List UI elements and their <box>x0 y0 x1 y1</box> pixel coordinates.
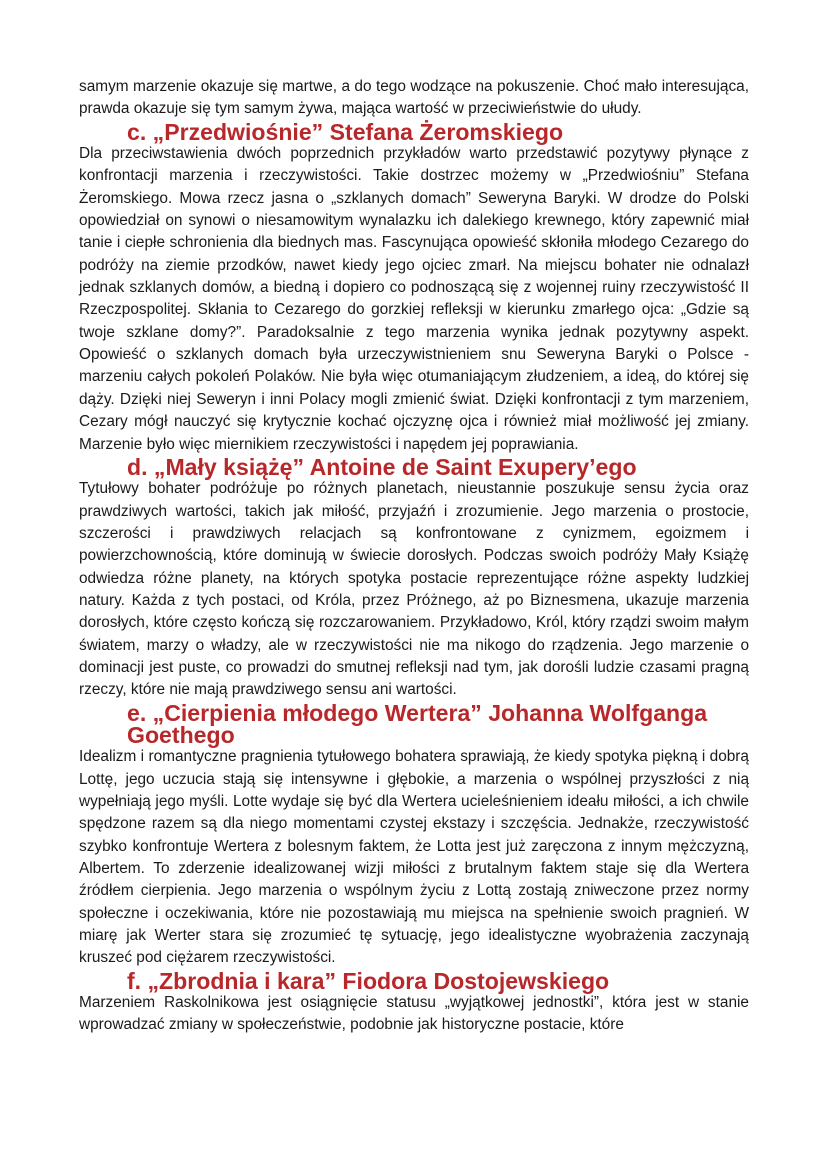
section-heading-przedwiosnie: c. „Przedwiośnie” Stefana Żeromskiego <box>127 118 564 145</box>
section-heading-maly-ksiaze: d. „Mały książę” Antoine de Saint Exupery’ego <box>127 453 637 480</box>
section-heading-zbrodnia-i-kara: f. „Zbrodnia i kara” Fiodora Dostojewskiego <box>127 967 610 994</box>
section-paragraph-maly-ksiaze: Tytułowy bohater podróżuje po różnych planetach, nieustannie poszukuje sensu życia oraz prawdziwych wartości, takich jak miłość, przyjaźń i zrozumienie. Jego marzenia o prostocie, szczerości i prawdziwych relacjach są konfrontowane z cynizmem, egoizmem i powierzchownością, które dominują w świecie dorosłych. Podczas swoich podróży Mały Książę odwiedza różne planety, na których spotyka postacie reprezentujące różne aspekty ludzkiej natury. Każda z tych postaci, od Króla, przez Próżnego, aż po Biznesmena, ukazuje marzenia dorosłych, które często kończą się rozczarowaniem. Przykładowo, Król, który rządzi swoim małym światem, marzy o władzy, ale w rzeczywistości nie ma nikogo do rządzenia. Jego marzenie o dominacji jest puste, co prowadzi do smutnej refleksji nad tym, jak dorośli ludzie czasami pragną rzeczy, które nie mają prawdziwego sensu ani wartości. <box>79 480 749 699</box>
intro-paragraph: samym marzenie okazuje się martwe, a do tego wodzące na pokuszenie. Choć mało interesująca, prawda okazuje się tym samym żywa, mająca wartość w przeciwieństwie do ułudy. <box>79 78 749 118</box>
section-paragraph-przedwiosnie: Dla przeciwstawienia dwóch poprzednich przykładów warto przedstawić pozytywy płynące z konfrontacji marzenia i rzeczywistości. Takie dostrzec możemy w „Przedwiośniu” Stefana Żeromskiego. Mowa rzecz jasna o „szklanych domach” Seweryna Baryki. W drodze do Polski opowiedział on synowi o niesamowitym wynalazku ich dalekiego krewnego, który zapewnić miał tanie i ciepłe schronienia dla biednych mas. Fascynująca opowieść skłoniła młodego Cezarego do podróży na ziemie przodków, nawet kiedy jego ojciec zmarł. Na miejscu bohater nie odnalazł jednak szklanych domów, a biedną i dopiero co podnoszącą się z wojennej ruiny rzeczywistość II Rzeczpospolitej. Skłania to Cezarego do gorzkiej refleksji w kierunku zmarłego ojca: „Gdzie są twoje szklane domy?”. Paradoksalnie z tego marzenia wynika jednak pozytywny aspekt. Opowieść o szklanych domach była urzeczywistnieniem snu Seweryna Baryki o Polsce - marzeniu całych pokoleń Polaków. Nie była więc otumaniającym złudzeniem, a ideą, do której się dąży. Dzięki niej Seweryn i inni Polacy mogli zmienić świat. Dzięki konfrontacji z tym marzeniem, Cezary mógł nauczyć się krytycznie kochać ojczyznę ojca i również miał możliwość jej zmiany. Marzenie było więc miernikiem rzeczywistości i napędem jej poprawiania. <box>79 145 749 453</box>
section-paragraph-werter: Idealizm i romantyczne pragnienia tytułowego bohatera sprawiają, że kiedy spotyka piękną i dobrą Lottę, jego uczucia stają się intensywne i głębokie, a marzenia o wspólnej przyszłości z nią wypełniają jego myśli. Lotte wydaje się być dla Wertera ucieleśnieniem ideału miłości, a ich chwile spędzone razem są dla niego momentami czystej ekstazy i szczęścia. Jednakże, rzeczywistość szybko konfrontuje Wertera z bolesnym faktem, że Lotta jest już zaręczona z innym mężczyzną, Albertem. To zderzenie idealizowanej wizji miłości z brutalnym faktem staje się dla Wertera źródłem cierpienia. Jego marzenia o wspólnym życiu z Lottą zostają zniweczone przez normy społeczne i oczekiwania, które nie pozostawiają mu miejsca na spełnienie swoich pragnień. W miarę jak Werter stara się zrozumieć tę sytuację, jego idealistyczne wyobrażenia zaczynają kruszeć pod ciężarem rzeczywistości. <box>79 748 749 967</box>
document-page <box>79 76 749 1037</box>
section-heading-werter: e. „Cierpienia młodego Wertera” Johanna Wolfganga Goethego <box>127 699 708 748</box>
section-paragraph-zbrodnia-i-kara: Marzeniem Raskolnikowa jest osiągnięcie statusu „wyjątkowej jednostki”, która jest w stanie wprowadzać zmiany w społeczeństwie, podobnie jak historyczne postacie, które <box>79 994 749 1034</box>
